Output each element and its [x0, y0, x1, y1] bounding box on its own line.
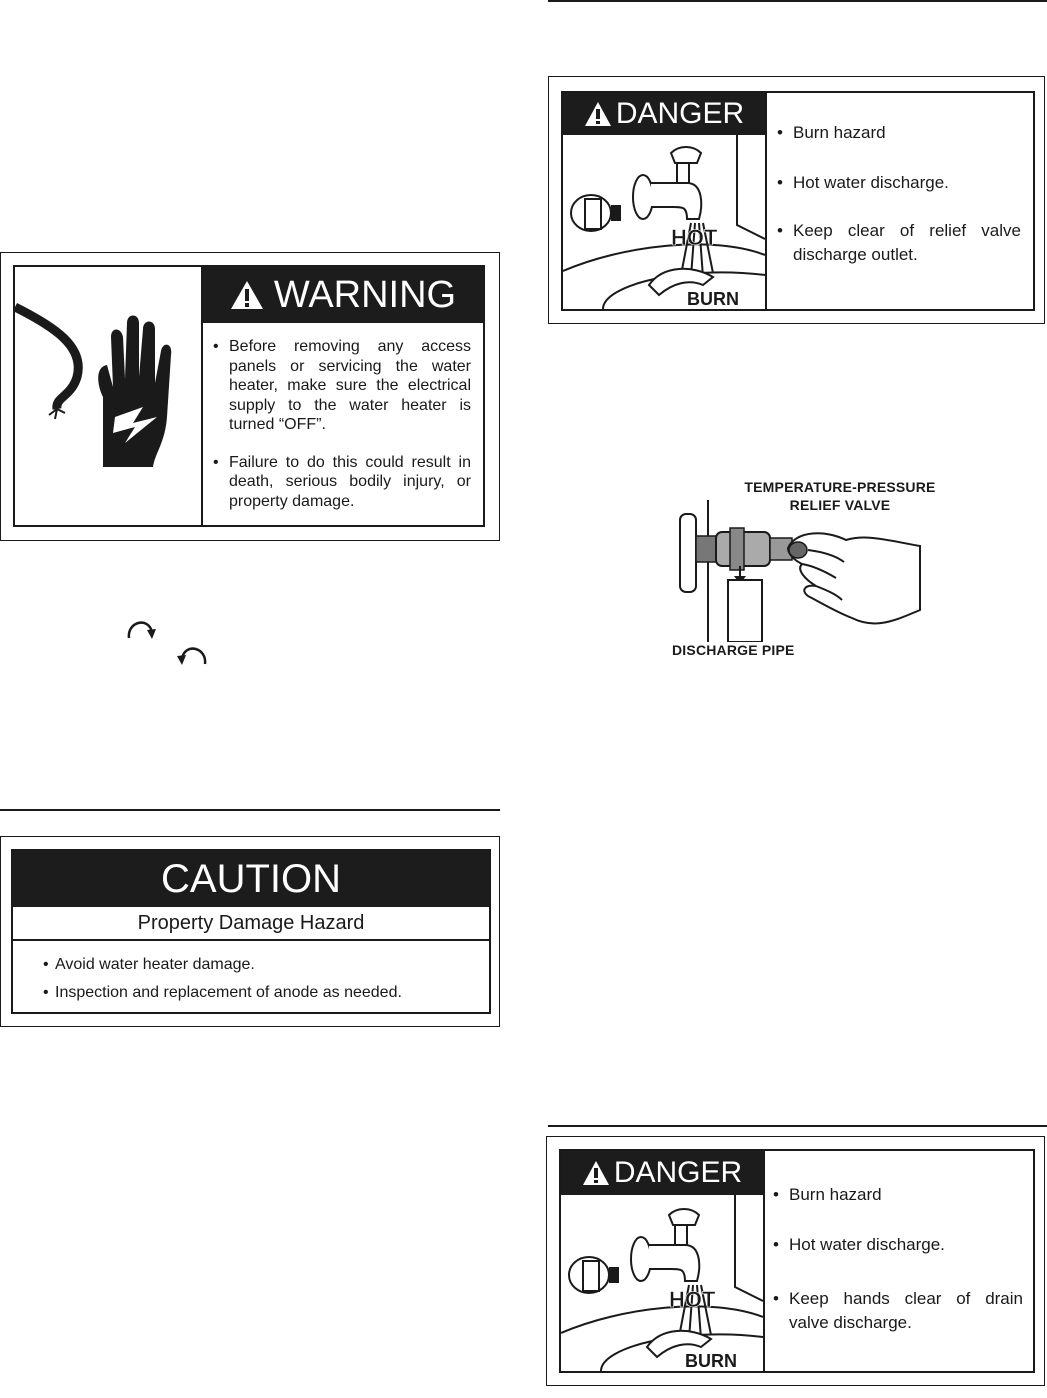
danger-top-bullet-1: • Burn hazard — [777, 121, 1021, 145]
shock-hand-icon — [15, 267, 201, 525]
valve-label-top: TEMPERATURE-PRESSURE RELIEF VALVE — [744, 479, 936, 513]
danger-bottom-title: DANGER — [613, 1156, 743, 1189]
hot-label: HOT — [669, 1287, 716, 1312]
warning-bullets — [213, 337, 471, 511]
danger-bottom-bullet-1: • Burn hazard — [773, 1183, 1023, 1207]
clockwise-arrow-icon — [124, 614, 158, 642]
caution-bullet-2: • Inspection and replacement of anode as needed. — [43, 983, 473, 1003]
danger-top-bullet-3: • Keep clear of relief valve discharge outlet. — [777, 219, 1021, 267]
danger-bottom-bullets — [773, 1183, 1023, 1335]
warning-title: WARNING — [273, 273, 457, 316]
warning-label — [13, 265, 485, 527]
counterclockwise-arrow-icon — [176, 640, 210, 666]
danger-bottom-bullet-2: • Hot water discharge. — [773, 1233, 1023, 1257]
left-section-rule — [0, 809, 500, 811]
caution-bullet-1: • Avoid water heater damage. — [43, 955, 473, 975]
warning-triangle-icon — [584, 101, 612, 127]
right-top-rule — [548, 0, 1047, 2]
relief-valve-hand-illustration — [676, 500, 926, 642]
danger-top-title: DANGER — [615, 97, 745, 130]
faucet-burn-icon — [561, 1195, 763, 1371]
caution-label — [11, 849, 491, 1014]
danger-top-label-frame — [548, 76, 1045, 324]
burn-label: BURN — [685, 1351, 737, 1371]
caution-header — [13, 851, 489, 907]
caution-title: CAUTION — [161, 856, 341, 901]
caution-bullets — [43, 955, 473, 1003]
burn-label: BURN — [687, 289, 739, 309]
warning-bullet-2: • Failure to do this could result in death, serious bodily injury, or property damage. — [213, 453, 471, 512]
hot-label: HOT — [671, 225, 718, 250]
warning-header — [203, 267, 483, 323]
warning-triangle-icon — [582, 1160, 610, 1186]
danger-bottom-label-frame — [546, 1136, 1045, 1386]
right-section-rule — [548, 1125, 1047, 1127]
warning-bullet-1: • Before removing any access panels or servicing the water heater, make sure the electrical supply to the water heater is turned “OFF”. — [213, 337, 471, 435]
caution-subtitle: Property Damage Hazard — [13, 907, 489, 941]
faucet-burn-icon — [563, 135, 765, 309]
danger-bottom-label — [559, 1149, 1035, 1373]
valve-label-bottom: DISCHARGE PIPE — [672, 642, 795, 658]
danger-top-header — [563, 93, 765, 135]
danger-top-bullets — [777, 121, 1021, 267]
danger-top-bullet-2: • Hot water discharge. — [777, 171, 1021, 195]
danger-top-label — [561, 91, 1035, 311]
caution-label-frame — [0, 836, 500, 1027]
danger-bottom-bullet-3: • Keep hands clear of drain valve discharge. — [773, 1287, 1023, 1335]
danger-bottom-header — [561, 1151, 763, 1195]
warning-label-frame — [0, 252, 500, 541]
warning-triangle-icon — [230, 280, 264, 310]
